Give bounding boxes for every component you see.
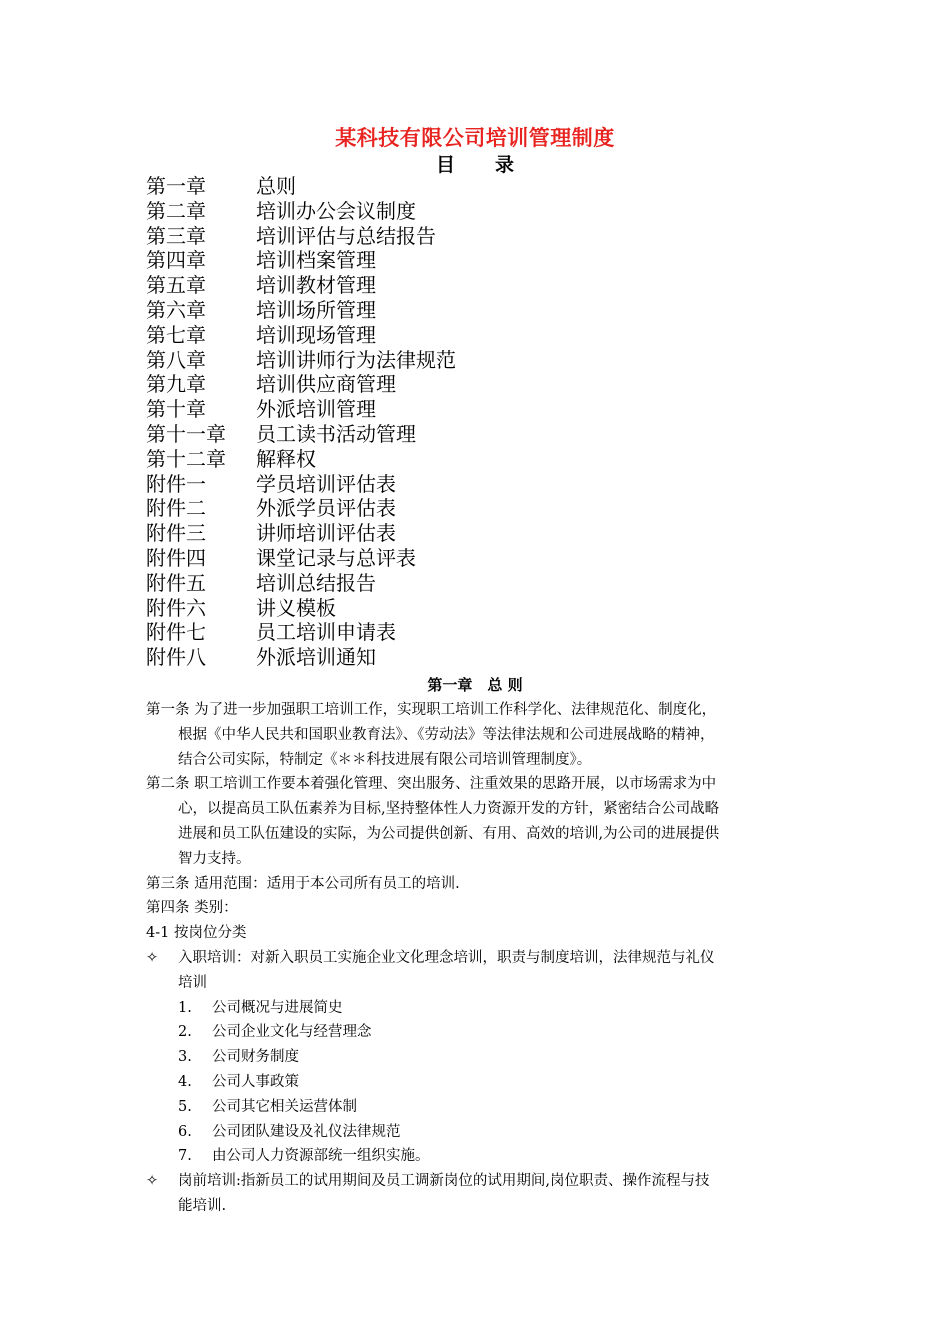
toc-item-number: 第三章	[146, 223, 206, 248]
list-item-text: 公司人事政策	[212, 1073, 299, 1090]
list-item-number: 6.	[178, 1123, 192, 1140]
toc-item-title: 解释权	[256, 446, 316, 471]
toc-item-number: 附件三	[146, 521, 206, 546]
toc-item-title: 培训供应商管理	[256, 372, 396, 397]
toc-item	[146, 348, 456, 373]
toc-item-title: 总则	[256, 174, 296, 198]
toc-item-title: 学员培训评估表	[256, 471, 396, 496]
list-item	[178, 1020, 816, 1045]
section-4-1: 4-1 按岗位分类	[146, 925, 247, 942]
list-item-number: 3.	[178, 1049, 192, 1066]
toc-item	[146, 496, 456, 521]
toc-item-number: 第六章	[146, 297, 206, 322]
toc-item	[146, 571, 456, 596]
toc-item	[146, 248, 456, 273]
toc-heading-left: 目	[435, 154, 455, 176]
toc-item	[146, 645, 456, 670]
toc-item-number: 附件四	[146, 545, 206, 570]
article-1	[146, 698, 816, 772]
toc-item-title: 培训现场管理	[256, 322, 376, 347]
toc-item-number: 附件六	[146, 595, 206, 620]
article-2-line-3: 进展和员工队伍建设的实际，为公司提供创新、有用、高效的培训,为公司的进展提供	[178, 825, 720, 842]
list-item	[178, 996, 816, 1021]
toc-item	[146, 224, 456, 249]
diamond-bullet-icon: ✧	[146, 949, 159, 966]
toc-item-title: 课堂记录与总评表	[256, 545, 416, 570]
toc-item-number: 第十章	[146, 397, 206, 422]
list-item-text: 公司其它相关运营体制	[212, 1098, 357, 1115]
article-1-line-3: 结合公司实际，特制定《＊＊科技进展有限公司培训管理制度》。	[178, 751, 592, 768]
toc-item-title: 讲师培训评估表	[256, 521, 396, 546]
toc-item-title: 外派培训通知	[256, 645, 376, 670]
bullet-pre-job-line-1: 岗前培训:指新员工的试用期间及员工调新岗位的试用期间,岗位职责、操作流程与技	[178, 1173, 710, 1190]
toc-item-number: 第一章	[146, 174, 206, 198]
list-item	[178, 1120, 816, 1145]
toc-item	[146, 546, 456, 571]
list-item-number: 7.	[178, 1148, 192, 1165]
toc-item	[146, 199, 456, 224]
article-2	[146, 772, 816, 871]
diamond-bullet-icon: ✧	[146, 1173, 159, 1190]
toc-item	[146, 298, 456, 323]
chapter-heading: 第一章 总 则	[427, 676, 523, 694]
article-4: 第四条 类别：	[146, 900, 238, 917]
list-item-text: 公司概况与进展简史	[212, 999, 343, 1016]
onboarding-list	[146, 996, 816, 1170]
list-item-text: 公司财务制度	[212, 1049, 299, 1066]
article-1-line-1: 第一条 为了进一步加强职工培训工作，实现职工培训工作科学化、法律规范化、制度化，	[146, 702, 717, 718]
toc-heading-right: 录	[495, 154, 515, 176]
article-3: 第三条 适用范围：适用于本公司所有员工的培训.	[146, 875, 460, 892]
toc-item-title: 讲义模板	[256, 595, 336, 620]
list-item	[178, 1095, 816, 1120]
bullet-onboarding	[146, 946, 816, 971]
list-item	[178, 1144, 816, 1169]
bullet-pre-job-line-2: 能培训.	[178, 1197, 227, 1214]
list-item	[178, 1045, 816, 1070]
toc-item-number: 附件七	[146, 620, 206, 645]
article-2-line-1: 第二条 职工培训工作要本着强化管理、突出服务、注重效果的思路开展，以市场需求为中	[146, 776, 717, 793]
toc-item	[146, 273, 456, 298]
list-item-text: 公司企业文化与经营理念	[212, 1024, 372, 1041]
toc-item	[146, 397, 456, 422]
toc-item-title: 培训教材管理	[256, 273, 376, 298]
list-item	[178, 1070, 816, 1095]
toc-item	[146, 422, 456, 447]
article-2-line-2: 心，以提高员工队伍素养为目标,坚持整体性人力资源开发的方针，紧密结合公司战略	[178, 801, 720, 818]
toc-item-number: 第四章	[146, 248, 206, 273]
toc-item-number: 附件五	[146, 570, 206, 595]
toc-item	[146, 174, 456, 199]
toc-item-number: 附件一	[146, 471, 206, 496]
toc-item-title: 外派学员评估表	[256, 496, 396, 521]
toc-item	[146, 596, 456, 621]
toc-item	[146, 447, 456, 472]
bullet-pre-job	[146, 1169, 816, 1194]
list-item-number: 4.	[178, 1073, 192, 1090]
toc-item-title: 培训讲师行为法律规范	[256, 347, 456, 372]
toc-item-number: 附件八	[146, 645, 206, 670]
toc-item-number: 第七章	[146, 322, 206, 347]
toc-item-number: 第二章	[146, 198, 206, 223]
list-item-text: 由公司人力资源部统一组织实施。	[212, 1148, 430, 1165]
toc-item-number: 第九章	[146, 372, 206, 397]
toc-item-title: 培训场所管理	[256, 297, 376, 322]
toc-item-title: 培训评估与总结报告	[256, 223, 436, 248]
toc-item-title: 员工培训申请表	[256, 620, 396, 645]
toc-item-title: 培训总结报告	[256, 570, 376, 595]
toc-item	[146, 372, 456, 397]
toc-item-title: 外派培训管理	[256, 397, 376, 422]
list-item-number: 5.	[178, 1098, 192, 1115]
article-2-line-4: 智力支持。	[178, 850, 251, 867]
toc-item-number: 附件二	[146, 496, 206, 521]
toc-item-title: 员工读书活动管理	[256, 421, 416, 446]
article-1-line-2: 根据《中华人民共和国职业教育法》、《劳动法》等法律法规和公司进展战略的精神，	[178, 726, 715, 743]
toc-item	[146, 620, 456, 645]
toc-item	[146, 323, 456, 348]
document-title: 某科技有限公司培训管理制度	[335, 126, 615, 150]
bullet-onboarding-line-2: 培训	[178, 974, 207, 991]
table-of-contents	[146, 174, 456, 670]
toc-item-title: 培训办公会议制度	[256, 198, 416, 223]
list-item-number: 1.	[178, 999, 192, 1016]
toc-item-title: 培训档案管理	[256, 248, 376, 273]
toc-heading	[0, 150, 950, 177]
toc-item-number: 第八章	[146, 347, 206, 372]
list-item-number: 2.	[178, 1024, 192, 1041]
bullet-onboarding-line-1: 入职培训：对新入职员工实施企业文化理念培训，职责与制度培训，法律规范与礼仪	[178, 949, 715, 966]
toc-item-number: 第十一章	[146, 421, 226, 446]
toc-item-number: 第五章	[146, 273, 206, 298]
toc-item	[146, 521, 456, 546]
list-item-text: 公司团队建设及礼仪法律规范	[212, 1123, 401, 1140]
chapter-body	[146, 698, 816, 1219]
toc-item-number: 第十二章	[146, 446, 226, 471]
toc-item	[146, 472, 456, 497]
